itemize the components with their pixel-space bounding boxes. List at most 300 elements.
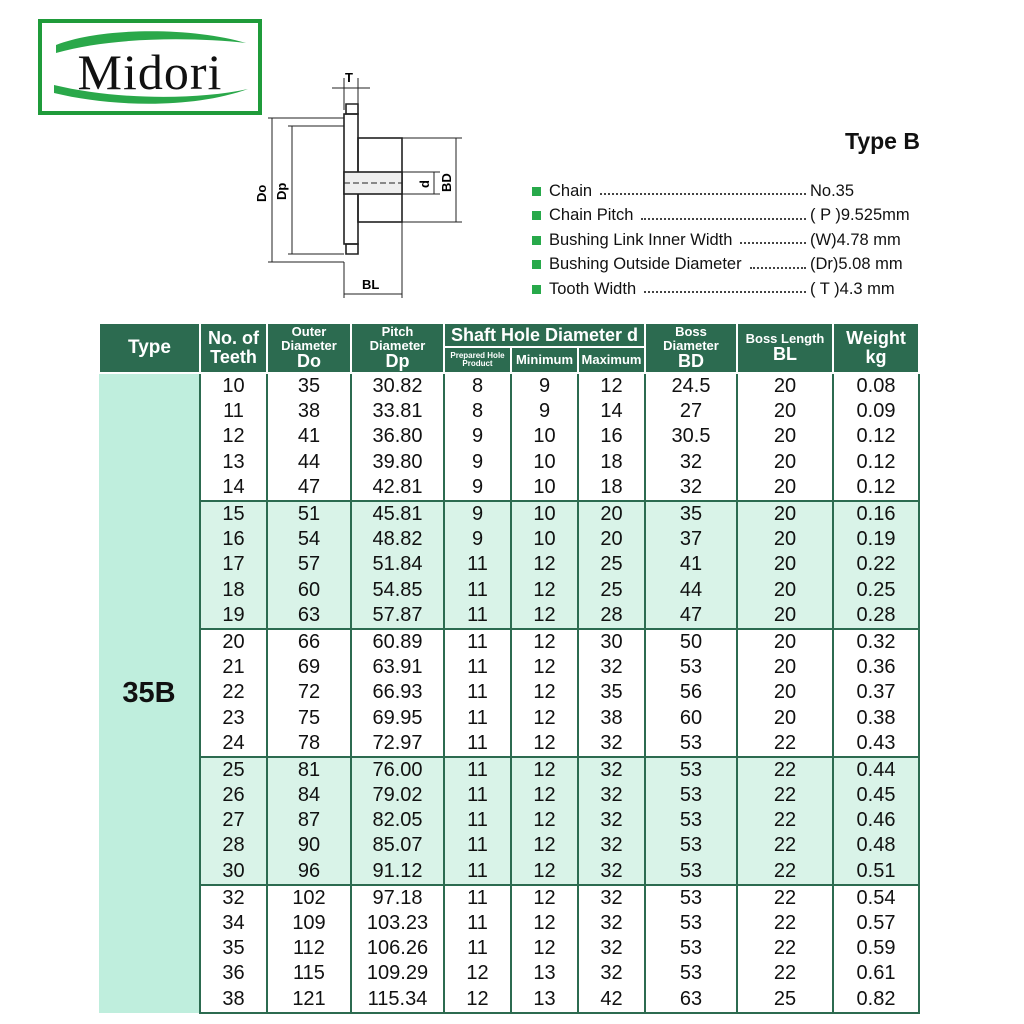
sprocket-spec-table <box>98 322 920 1014</box>
spec-label: Chain Pitch <box>549 206 634 225</box>
cell-maximum: 28 <box>578 603 645 629</box>
cell-pitch-diameter: 85.07 <box>351 833 444 858</box>
cell-maximum: 16 <box>578 424 645 449</box>
table-row <box>99 578 919 603</box>
cell-weight: 0.48 <box>833 833 919 858</box>
spec-value: (W)4.78 mm <box>810 230 901 249</box>
cell-maximum: 32 <box>578 808 645 833</box>
cell-maximum: 38 <box>578 705 645 730</box>
spec-label: Bushing Outside Diameter <box>549 255 742 274</box>
cell-pitch-diameter: 33.81 <box>351 399 444 424</box>
cell-teeth: 11 <box>200 399 267 424</box>
cell-weight: 0.12 <box>833 450 919 475</box>
table-row <box>99 705 919 730</box>
cell-pitch-diameter: 54.85 <box>351 578 444 603</box>
cell-minimum: 12 <box>511 808 578 833</box>
cell-minimum: 12 <box>511 731 578 757</box>
table-row <box>99 783 919 808</box>
cell-boss-diameter: 53 <box>645 936 737 961</box>
cell-boss-diameter: 53 <box>645 885 737 911</box>
cell-outer-diameter: 112 <box>267 936 351 961</box>
cell-pitch-diameter: 57.87 <box>351 603 444 629</box>
dim-bd-label: BD <box>439 173 454 192</box>
cell-outer-diameter: 87 <box>267 808 351 833</box>
cell-boss-diameter: 50 <box>645 629 737 655</box>
cell-boss-diameter: 53 <box>645 808 737 833</box>
midori-logo <box>38 19 262 115</box>
cell-boss-length: 22 <box>737 961 833 986</box>
cell-boss-length: 20 <box>737 527 833 552</box>
cell-minimum: 12 <box>511 885 578 911</box>
cell-boss-length: 20 <box>737 578 833 603</box>
bullet-icon <box>532 236 541 245</box>
cell-weight: 0.82 <box>833 987 919 1013</box>
cell-teeth: 23 <box>200 705 267 730</box>
cell-pitch-diameter: 109.29 <box>351 961 444 986</box>
cell-teeth: 34 <box>200 911 267 936</box>
cell-outer-diameter: 54 <box>267 527 351 552</box>
cell-boss-length: 22 <box>737 757 833 783</box>
table-row <box>99 859 919 885</box>
header-maximum: Maximum <box>578 347 645 373</box>
cell-pitch-diameter: 76.00 <box>351 757 444 783</box>
cell-pitch-diameter: 115.34 <box>351 987 444 1013</box>
cell-minimum: 10 <box>511 475 578 501</box>
cell-outer-diameter: 60 <box>267 578 351 603</box>
cell-maximum: 42 <box>578 987 645 1013</box>
spec-value: ( T )4.3 mm <box>810 279 895 298</box>
cell-outer-diameter: 72 <box>267 680 351 705</box>
cell-minimum: 10 <box>511 527 578 552</box>
header-prepared-hole: Prepared Hole Product <box>444 347 511 373</box>
spec-label: Chain <box>549 181 593 200</box>
cell-teeth: 12 <box>200 424 267 449</box>
cell-teeth: 10 <box>200 373 267 399</box>
cell-outer-diameter: 84 <box>267 783 351 808</box>
spec-label: Bushing Link Inner Width <box>549 230 733 249</box>
cell-boss-diameter: 47 <box>645 603 737 629</box>
cell-weight: 0.54 <box>833 885 919 911</box>
dim-do-label: Do <box>254 184 269 202</box>
cell-weight: 0.38 <box>833 705 919 730</box>
cell-outer-diameter: 109 <box>267 911 351 936</box>
cell-teeth: 27 <box>200 808 267 833</box>
cell-prepared-hole: 9 <box>444 527 511 552</box>
cell-minimum: 9 <box>511 399 578 424</box>
cell-pitch-diameter: 63.91 <box>351 655 444 680</box>
cell-prepared-hole: 9 <box>444 450 511 475</box>
cell-minimum: 12 <box>511 833 578 858</box>
cell-teeth: 17 <box>200 552 267 577</box>
dim-dp-label: Dp <box>274 182 289 200</box>
cell-prepared-hole: 11 <box>444 603 511 629</box>
table-row <box>99 885 919 911</box>
cell-boss-diameter: 53 <box>645 911 737 936</box>
header-weight: Weight kg <box>833 323 919 373</box>
cell-outer-diameter: 81 <box>267 757 351 783</box>
cell-teeth: 18 <box>200 578 267 603</box>
cell-maximum: 25 <box>578 552 645 577</box>
cell-boss-length: 20 <box>737 629 833 655</box>
cell-minimum: 12 <box>511 936 578 961</box>
cell-prepared-hole: 11 <box>444 885 511 911</box>
cell-weight: 0.16 <box>833 501 919 527</box>
header-pitch-diameter: Pitch Diameter Dp <box>351 323 444 373</box>
table-row <box>99 757 919 783</box>
cell-boss-diameter: 30.5 <box>645 424 737 449</box>
cell-minimum: 13 <box>511 987 578 1013</box>
cell-maximum: 32 <box>578 859 645 885</box>
cell-boss-length: 20 <box>737 552 833 577</box>
cell-pitch-diameter: 72.97 <box>351 731 444 757</box>
header-boss-diameter: Boss Diameter BD <box>645 323 737 373</box>
cell-pitch-diameter: 42.81 <box>351 475 444 501</box>
cell-prepared-hole: 9 <box>444 475 511 501</box>
cell-boss-length: 20 <box>737 655 833 680</box>
cell-weight: 0.46 <box>833 808 919 833</box>
cell-pitch-diameter: 66.93 <box>351 680 444 705</box>
cell-maximum: 18 <box>578 475 645 501</box>
spec-row-chain-pitch <box>532 204 922 229</box>
cell-outer-diameter: 102 <box>267 885 351 911</box>
cell-outer-diameter: 69 <box>267 655 351 680</box>
cell-weight: 0.12 <box>833 475 919 501</box>
bullet-icon <box>532 260 541 269</box>
spec-list <box>532 179 922 302</box>
spec-value: (Dr)5.08 mm <box>810 255 903 274</box>
cell-prepared-hole: 11 <box>444 757 511 783</box>
cell-minimum: 12 <box>511 705 578 730</box>
cell-prepared-hole: 11 <box>444 655 511 680</box>
table-row <box>99 731 919 757</box>
cell-minimum: 12 <box>511 859 578 885</box>
cell-pitch-diameter: 106.26 <box>351 936 444 961</box>
cell-weight: 0.19 <box>833 527 919 552</box>
cell-weight: 0.28 <box>833 603 919 629</box>
cell-boss-length: 20 <box>737 450 833 475</box>
cell-boss-length: 22 <box>737 833 833 858</box>
cell-boss-diameter: 53 <box>645 961 737 986</box>
cell-boss-length: 22 <box>737 936 833 961</box>
cell-prepared-hole: 11 <box>444 911 511 936</box>
cell-teeth: 35 <box>200 936 267 961</box>
cell-outer-diameter: 63 <box>267 603 351 629</box>
spec-value: No.35 <box>810 181 855 200</box>
table-row <box>99 987 919 1013</box>
table-row <box>99 961 919 986</box>
cell-pitch-diameter: 45.81 <box>351 501 444 527</box>
table-row <box>99 833 919 858</box>
cell-maximum: 32 <box>578 757 645 783</box>
cell-prepared-hole: 12 <box>444 987 511 1013</box>
cell-boss-diameter: 56 <box>645 680 737 705</box>
cell-prepared-hole: 8 <box>444 373 511 399</box>
cell-outer-diameter: 44 <box>267 450 351 475</box>
type-cell: 35B <box>99 373 200 1013</box>
cell-maximum: 35 <box>578 680 645 705</box>
cell-pitch-diameter: 97.18 <box>351 885 444 911</box>
cell-maximum: 18 <box>578 450 645 475</box>
cell-teeth: 32 <box>200 885 267 911</box>
cell-minimum: 12 <box>511 578 578 603</box>
cell-weight: 0.51 <box>833 859 919 885</box>
cell-weight: 0.37 <box>833 680 919 705</box>
cell-teeth: 28 <box>200 833 267 858</box>
cell-maximum: 30 <box>578 629 645 655</box>
cell-maximum: 32 <box>578 731 645 757</box>
header-type: Type <box>99 323 200 373</box>
cell-outer-diameter: 35 <box>267 373 351 399</box>
cell-boss-length: 20 <box>737 424 833 449</box>
cell-boss-length: 22 <box>737 885 833 911</box>
table-row <box>99 936 919 961</box>
cell-minimum: 13 <box>511 961 578 986</box>
cell-pitch-diameter: 36.80 <box>351 424 444 449</box>
cell-maximum: 20 <box>578 527 645 552</box>
cell-minimum: 12 <box>511 680 578 705</box>
cell-teeth: 21 <box>200 655 267 680</box>
cell-prepared-hole: 11 <box>444 783 511 808</box>
cell-boss-diameter: 32 <box>645 475 737 501</box>
cell-maximum: 32 <box>578 833 645 858</box>
table-row <box>99 911 919 936</box>
cell-maximum: 32 <box>578 783 645 808</box>
cell-teeth: 16 <box>200 527 267 552</box>
header-teeth: No. of Teeth <box>200 323 267 373</box>
cell-boss-diameter: 60 <box>645 705 737 730</box>
cell-prepared-hole: 9 <box>444 501 511 527</box>
cell-teeth: 13 <box>200 450 267 475</box>
cell-boss-length: 20 <box>737 501 833 527</box>
table-row <box>99 527 919 552</box>
spec-row-chain <box>532 179 922 204</box>
cell-minimum: 10 <box>511 424 578 449</box>
table-row <box>99 629 919 655</box>
cell-outer-diameter: 78 <box>267 731 351 757</box>
table-row <box>99 552 919 577</box>
cell-prepared-hole: 11 <box>444 936 511 961</box>
cell-prepared-hole: 9 <box>444 424 511 449</box>
cell-minimum: 12 <box>511 552 578 577</box>
dim-d-label: d <box>417 180 432 188</box>
spec-value: ( P )9.525mm <box>810 206 910 225</box>
cell-teeth: 25 <box>200 757 267 783</box>
cell-boss-length: 22 <box>737 731 833 757</box>
dot-leader <box>750 267 806 269</box>
header-shaft-hole-diameter: Shaft Hole Diameter d <box>444 323 645 347</box>
dim-t-label: T <box>345 70 353 85</box>
table-row <box>99 655 919 680</box>
cell-pitch-diameter: 79.02 <box>351 783 444 808</box>
cell-pitch-diameter: 69.95 <box>351 705 444 730</box>
cell-teeth: 14 <box>200 475 267 501</box>
cell-prepared-hole: 11 <box>444 731 511 757</box>
dot-leader <box>600 193 806 195</box>
table-row <box>99 680 919 705</box>
cell-minimum: 12 <box>511 603 578 629</box>
cell-boss-length: 20 <box>737 705 833 730</box>
cell-prepared-hole: 11 <box>444 859 511 885</box>
cell-maximum: 32 <box>578 936 645 961</box>
header-boss-length: Boss Length BL <box>737 323 833 373</box>
cell-maximum: 12 <box>578 373 645 399</box>
cell-outer-diameter: 57 <box>267 552 351 577</box>
cell-pitch-diameter: 82.05 <box>351 808 444 833</box>
bullet-icon <box>532 211 541 220</box>
table-row <box>99 450 919 475</box>
cell-outer-diameter: 47 <box>267 475 351 501</box>
cell-weight: 0.57 <box>833 911 919 936</box>
cell-maximum: 32 <box>578 655 645 680</box>
cell-boss-length: 22 <box>737 911 833 936</box>
cell-pitch-diameter: 51.84 <box>351 552 444 577</box>
cell-pitch-diameter: 91.12 <box>351 859 444 885</box>
table-row <box>99 808 919 833</box>
table-row <box>99 603 919 629</box>
cell-pitch-diameter: 48.82 <box>351 527 444 552</box>
cell-outer-diameter: 115 <box>267 961 351 986</box>
cell-boss-length: 20 <box>737 603 833 629</box>
cell-outer-diameter: 38 <box>267 399 351 424</box>
table-row <box>99 501 919 527</box>
cell-boss-diameter: 63 <box>645 987 737 1013</box>
cell-pitch-diameter: 30.82 <box>351 373 444 399</box>
cell-weight: 0.08 <box>833 373 919 399</box>
cell-pitch-diameter: 60.89 <box>351 629 444 655</box>
cell-prepared-hole: 8 <box>444 399 511 424</box>
cell-boss-diameter: 37 <box>645 527 737 552</box>
cell-boss-diameter: 41 <box>645 552 737 577</box>
table-row <box>99 399 919 424</box>
type-title: Type B <box>845 128 920 154</box>
header-outer-diameter: Outer Diameter Do <box>267 323 351 373</box>
logo-text: Midori <box>77 44 223 100</box>
cell-prepared-hole: 12 <box>444 961 511 986</box>
cell-weight: 0.59 <box>833 936 919 961</box>
cell-minimum: 9 <box>511 373 578 399</box>
cell-teeth: 20 <box>200 629 267 655</box>
cell-outer-diameter: 41 <box>267 424 351 449</box>
cell-outer-diameter: 96 <box>267 859 351 885</box>
cell-minimum: 10 <box>511 501 578 527</box>
cell-boss-diameter: 53 <box>645 783 737 808</box>
bullet-icon <box>532 187 541 196</box>
spec-row-tooth-width <box>532 277 922 302</box>
cell-weight: 0.44 <box>833 757 919 783</box>
cell-teeth: 30 <box>200 859 267 885</box>
cell-boss-length: 20 <box>737 475 833 501</box>
cell-teeth: 38 <box>200 987 267 1013</box>
cell-minimum: 12 <box>511 911 578 936</box>
cell-boss-length: 25 <box>737 987 833 1013</box>
sprocket-diagram <box>248 66 478 306</box>
cell-weight: 0.61 <box>833 961 919 986</box>
spec-row-bushing-link-inner-width <box>532 228 922 253</box>
cell-maximum: 20 <box>578 501 645 527</box>
cell-boss-diameter: 32 <box>645 450 737 475</box>
cell-minimum: 12 <box>511 757 578 783</box>
cell-boss-diameter: 53 <box>645 731 737 757</box>
cell-weight: 0.32 <box>833 629 919 655</box>
cell-prepared-hole: 11 <box>444 629 511 655</box>
spec-label: Tooth Width <box>549 279 637 298</box>
dim-bl-label: BL <box>362 277 380 292</box>
dot-leader <box>641 218 806 220</box>
cell-boss-length: 22 <box>737 808 833 833</box>
cell-prepared-hole: 11 <box>444 680 511 705</box>
cell-boss-length: 20 <box>737 399 833 424</box>
table-body <box>99 373 919 1013</box>
cell-teeth: 19 <box>200 603 267 629</box>
cell-maximum: 25 <box>578 578 645 603</box>
cell-boss-diameter: 27 <box>645 399 737 424</box>
cell-outer-diameter: 51 <box>267 501 351 527</box>
table-row <box>99 475 919 501</box>
cell-weight: 0.22 <box>833 552 919 577</box>
cell-weight: 0.45 <box>833 783 919 808</box>
cell-outer-diameter: 66 <box>267 629 351 655</box>
cell-boss-length: 20 <box>737 680 833 705</box>
cell-prepared-hole: 11 <box>444 552 511 577</box>
cell-maximum: 32 <box>578 885 645 911</box>
cell-teeth: 24 <box>200 731 267 757</box>
cell-weight: 0.09 <box>833 399 919 424</box>
bullet-icon <box>532 285 541 294</box>
cell-boss-length: 22 <box>737 783 833 808</box>
cell-boss-diameter: 24.5 <box>645 373 737 399</box>
cell-pitch-diameter: 103.23 <box>351 911 444 936</box>
cell-weight: 0.25 <box>833 578 919 603</box>
cell-teeth: 36 <box>200 961 267 986</box>
cell-minimum: 10 <box>511 450 578 475</box>
cell-prepared-hole: 11 <box>444 705 511 730</box>
cell-outer-diameter: 90 <box>267 833 351 858</box>
cell-pitch-diameter: 39.80 <box>351 450 444 475</box>
cell-boss-diameter: 53 <box>645 859 737 885</box>
dot-leader <box>644 291 806 293</box>
dot-leader <box>740 242 806 244</box>
cell-minimum: 12 <box>511 655 578 680</box>
cell-prepared-hole: 11 <box>444 578 511 603</box>
cell-minimum: 12 <box>511 783 578 808</box>
cell-teeth: 15 <box>200 501 267 527</box>
cell-boss-diameter: 53 <box>645 757 737 783</box>
cell-outer-diameter: 121 <box>267 987 351 1013</box>
cell-maximum: 14 <box>578 399 645 424</box>
cell-boss-diameter: 35 <box>645 501 737 527</box>
spec-row-bushing-outside-diameter <box>532 253 922 278</box>
cell-boss-length: 22 <box>737 859 833 885</box>
cell-prepared-hole: 11 <box>444 808 511 833</box>
cell-boss-diameter: 53 <box>645 655 737 680</box>
header-minimum: Minimum <box>511 347 578 373</box>
table-row <box>99 373 919 399</box>
cell-weight: 0.36 <box>833 655 919 680</box>
cell-teeth: 22 <box>200 680 267 705</box>
cell-outer-diameter: 75 <box>267 705 351 730</box>
cell-minimum: 12 <box>511 629 578 655</box>
cell-weight: 0.43 <box>833 731 919 757</box>
cell-weight: 0.12 <box>833 424 919 449</box>
cell-teeth: 26 <box>200 783 267 808</box>
table-row <box>99 424 919 449</box>
cell-prepared-hole: 11 <box>444 833 511 858</box>
cell-boss-length: 20 <box>737 373 833 399</box>
cell-boss-diameter: 44 <box>645 578 737 603</box>
cell-maximum: 32 <box>578 961 645 986</box>
cell-boss-diameter: 53 <box>645 833 737 858</box>
cell-maximum: 32 <box>578 911 645 936</box>
